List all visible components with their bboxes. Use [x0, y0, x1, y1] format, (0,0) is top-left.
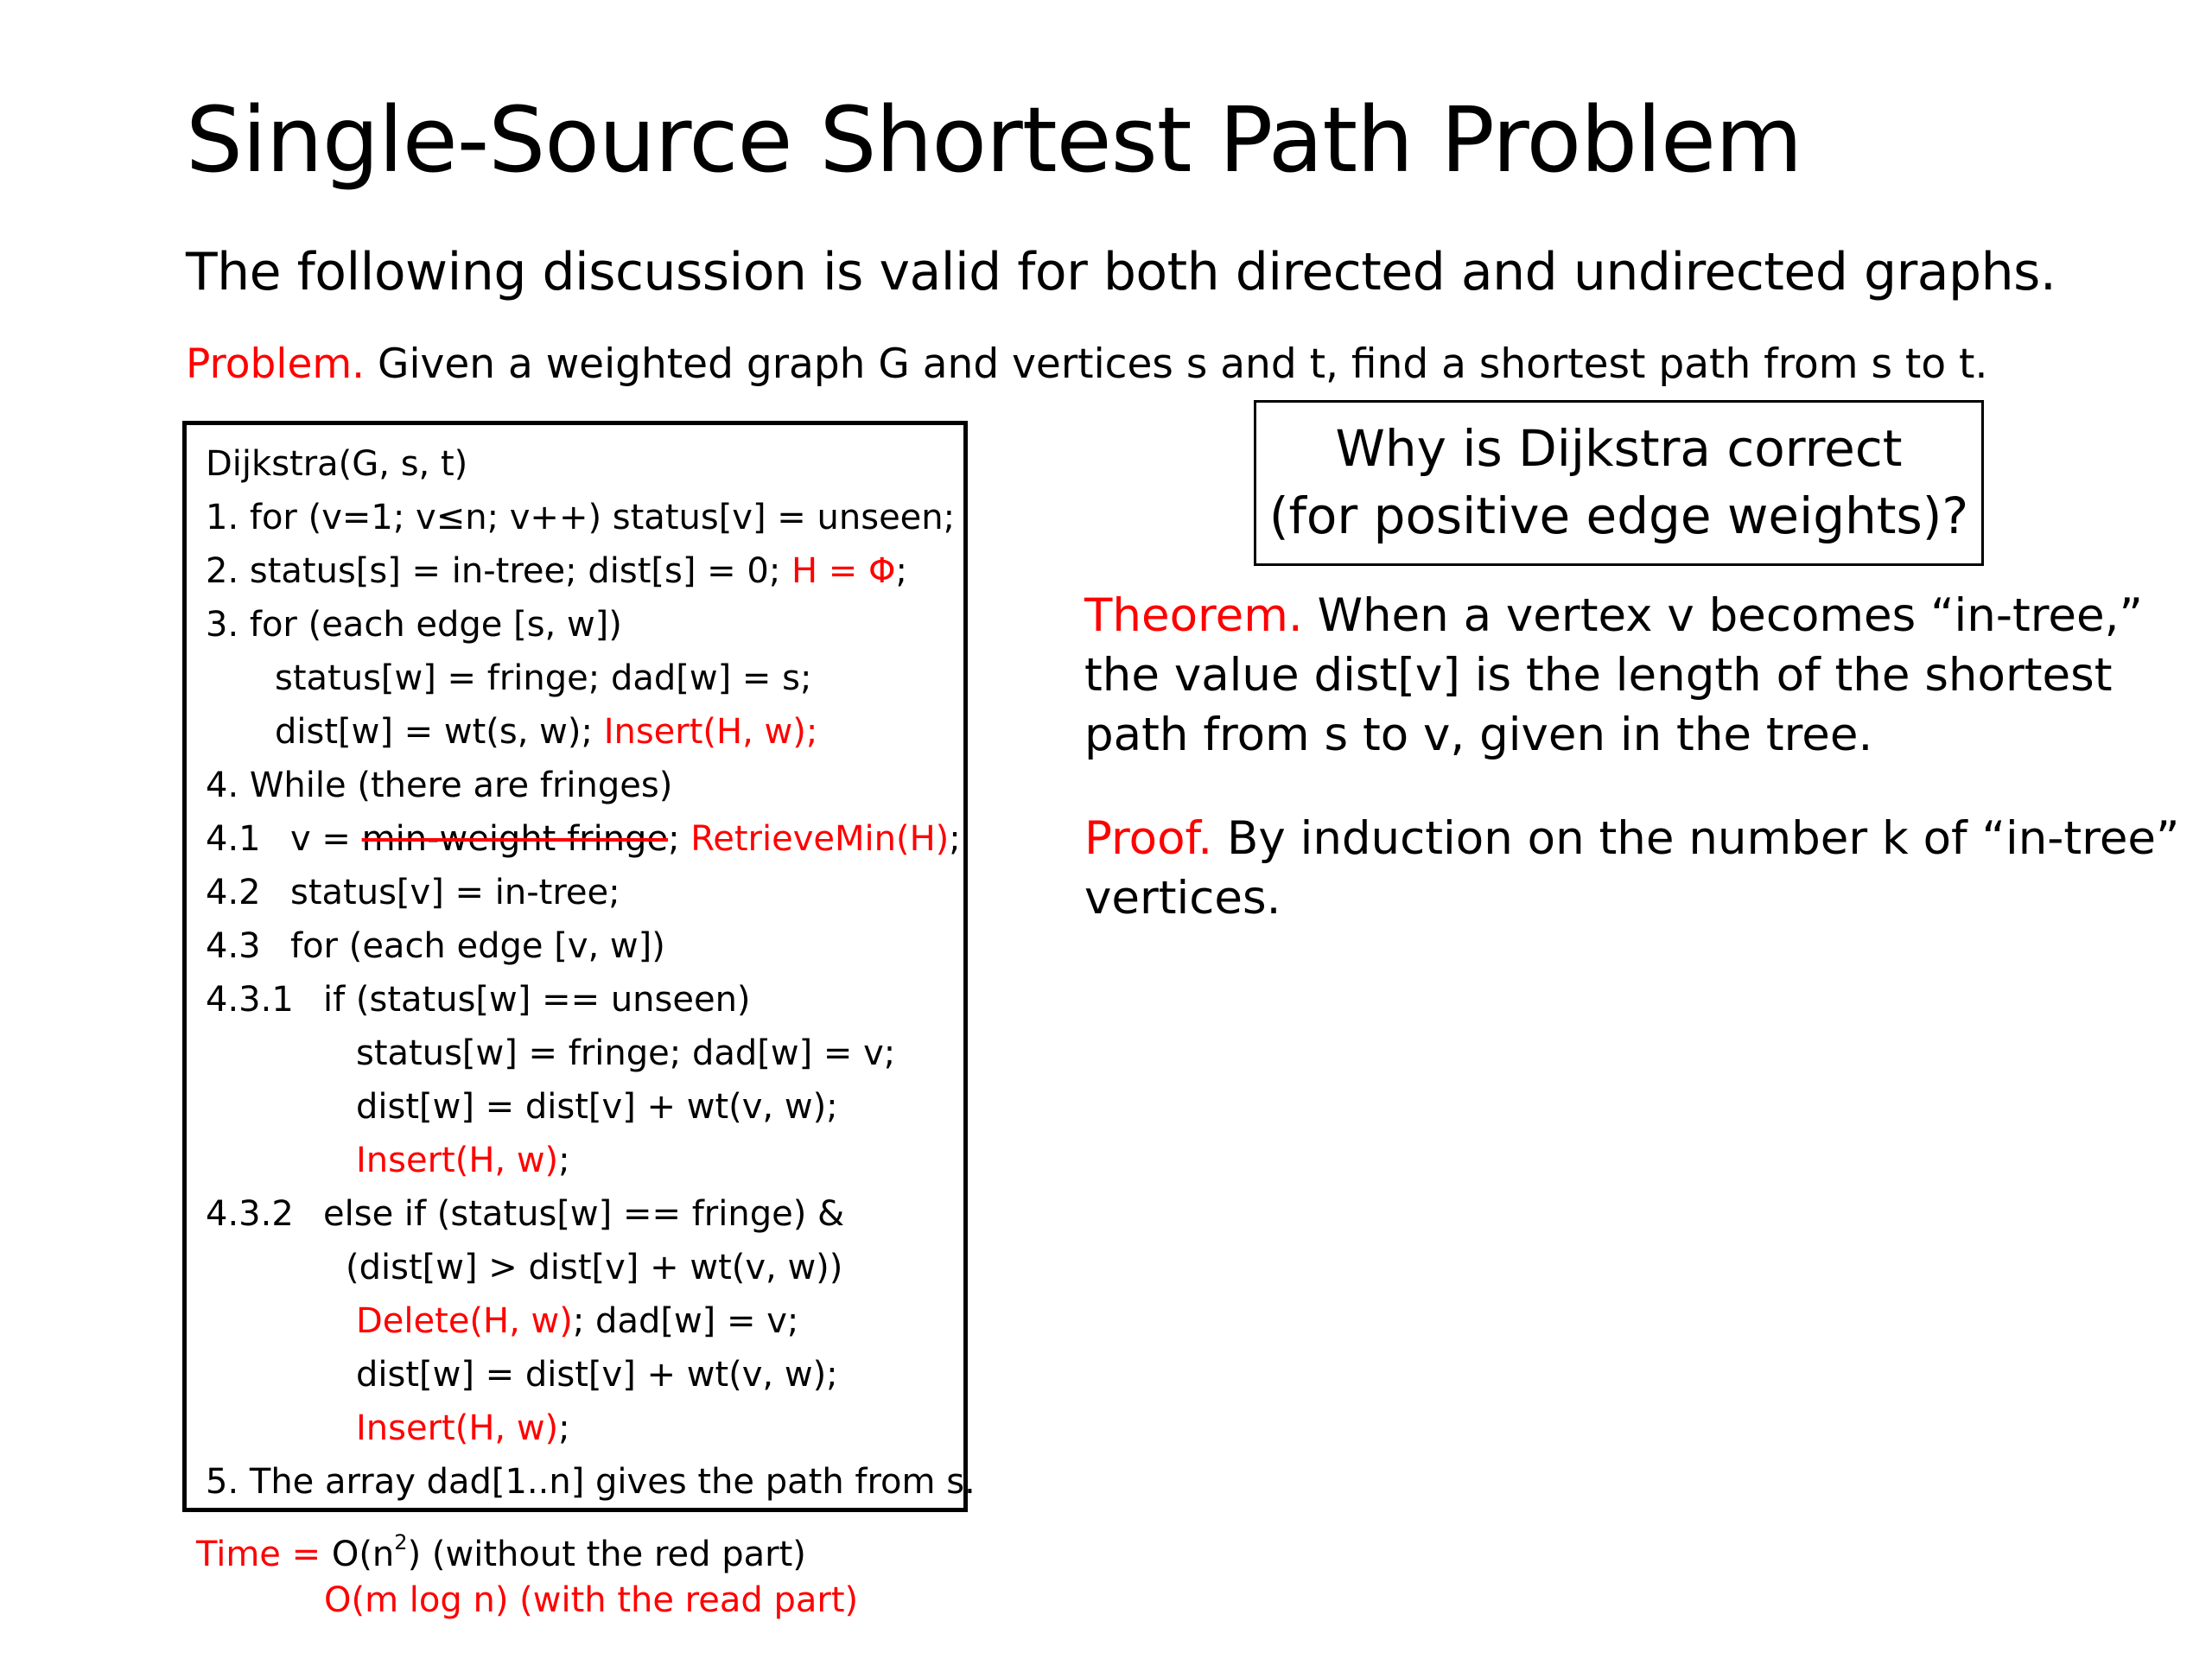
proof-text: By induction on the number k of “in-tree” vertices. [1084, 812, 2180, 925]
code-line-4-1-num: 4.1 [206, 819, 261, 859]
slide-title: Single-Source Shortest Path Problem [186, 87, 1802, 193]
code-line-4: 4. While (there are fringes) [206, 766, 673, 805]
code-line-4-3-2a: (dist[w] > dist[v] + wt(v, w)) [346, 1248, 843, 1287]
code-line-4-3-2b-end: ; dad[w] = v; [572, 1301, 799, 1341]
theorem-statement [1084, 586, 2199, 765]
time-complexity-line-2: O(m log n) (with the read part) [324, 1580, 859, 1620]
code-line-4-1-struck: min-weight fringe [361, 819, 669, 859]
code-line-3b-red: Insert(H, w); [603, 712, 818, 752]
code-line-2-red: H = Φ [791, 551, 896, 591]
slide-subtitle: The following discussion is valid for both directed and undirected graphs. [186, 242, 2056, 302]
code-line-2-text: 2. status[s] = in-tree; dist[s] = 0; [206, 551, 792, 591]
code-line-4-1-end: ; [949, 819, 961, 859]
time-line-1-sup: 2 [394, 1529, 408, 1554]
code-line-4-1 [290, 819, 961, 859]
problem-label: Problem. [186, 340, 365, 388]
code-line-1: 1. for (v=1; v≤n; v++) status[v] = unseen; [206, 498, 956, 537]
code-line-3: 3. for (each edge [s, w]) [206, 605, 622, 645]
code-line-2-end: ; [895, 551, 908, 591]
proof-label: Proof. [1084, 812, 1213, 865]
time-line-1-b: ) (without the red part) [407, 1535, 806, 1574]
code-line-4-3-2c: dist[w] = dist[v] + wt(v, w); [356, 1355, 838, 1395]
code-line-4-3-1c [356, 1143, 570, 1178]
code-line-5: 5. The array dad[1..n] gives the path from s. [206, 1462, 976, 1502]
code-header: Dijkstra(G, s, t) [206, 444, 468, 484]
why-box-line-1: Why is Dijkstra correct [1335, 419, 1903, 478]
code-line-4-3-2b-red: Delete(H, w) [356, 1301, 573, 1341]
code-line-2 [206, 551, 908, 591]
code-line-4-1-text: v = [290, 819, 362, 859]
code-line-4-3-1c-red: Insert(H, w) [356, 1141, 559, 1180]
theorem-label: Theorem. [1084, 589, 1303, 642]
code-line-4-3-1c-end: ; [558, 1141, 570, 1180]
code-line-4-1-sep: ; [668, 819, 691, 859]
code-line-4-3-1-num: 4.3.1 [206, 980, 294, 1020]
code-line-4-3: for (each edge [v, w]) [290, 926, 665, 966]
code-line-4-3-2d [356, 1408, 570, 1448]
time-complexity-line-1 [196, 1529, 806, 1574]
code-line-3a: status[w] = fringe; dad[w] = s; [275, 658, 812, 698]
code-line-4-3-2b [356, 1301, 799, 1341]
code-line-4-3-2-num: 4.3.2 [206, 1194, 294, 1234]
code-line-4-3-1: if (status[w] == unseen) [323, 980, 751, 1020]
dijkstra-code-box [182, 421, 976, 1512]
code-line-4-2: status[v] = in-tree; [290, 873, 620, 912]
code-line-4-3-2: else if (status[w] == fringe) & [323, 1194, 845, 1234]
code-line-4-3-2d-end: ; [558, 1408, 570, 1448]
code-line-3b [275, 712, 818, 752]
why-box-line-2: (for positive edge weights)? [1268, 486, 1969, 545]
code-line-4-3-2d-red: Insert(H, w) [356, 1408, 559, 1448]
code-line-4-3-1b: dist[w] = dist[v] + wt(v, w); [356, 1087, 838, 1127]
code-line-4-2-num: 4.2 [206, 873, 261, 912]
problem-statement [186, 340, 1987, 388]
proof-statement [1084, 809, 2199, 928]
why-correct-box [1254, 400, 1984, 566]
theorem-text: When a vertex v becomes “in-tree,” the value dist[v] is the length of the shortest path from s to v, given in the tree. [1084, 589, 2143, 761]
code-line-3b-text: dist[w] = wt(s, w); [275, 712, 604, 752]
time-label: Time = [196, 1535, 332, 1574]
code-line-4-3-1a: status[w] = fringe; dad[w] = v; [356, 1033, 896, 1073]
code-line-4-1-red: RetrieveMin(H) [690, 819, 950, 859]
time-line-1-a: O(n [331, 1535, 395, 1574]
problem-text: Given a weighted graph G and vertices s and t, find a shortest path from s to t. [365, 340, 1988, 388]
code-line-4-3-num: 4.3 [206, 926, 261, 966]
